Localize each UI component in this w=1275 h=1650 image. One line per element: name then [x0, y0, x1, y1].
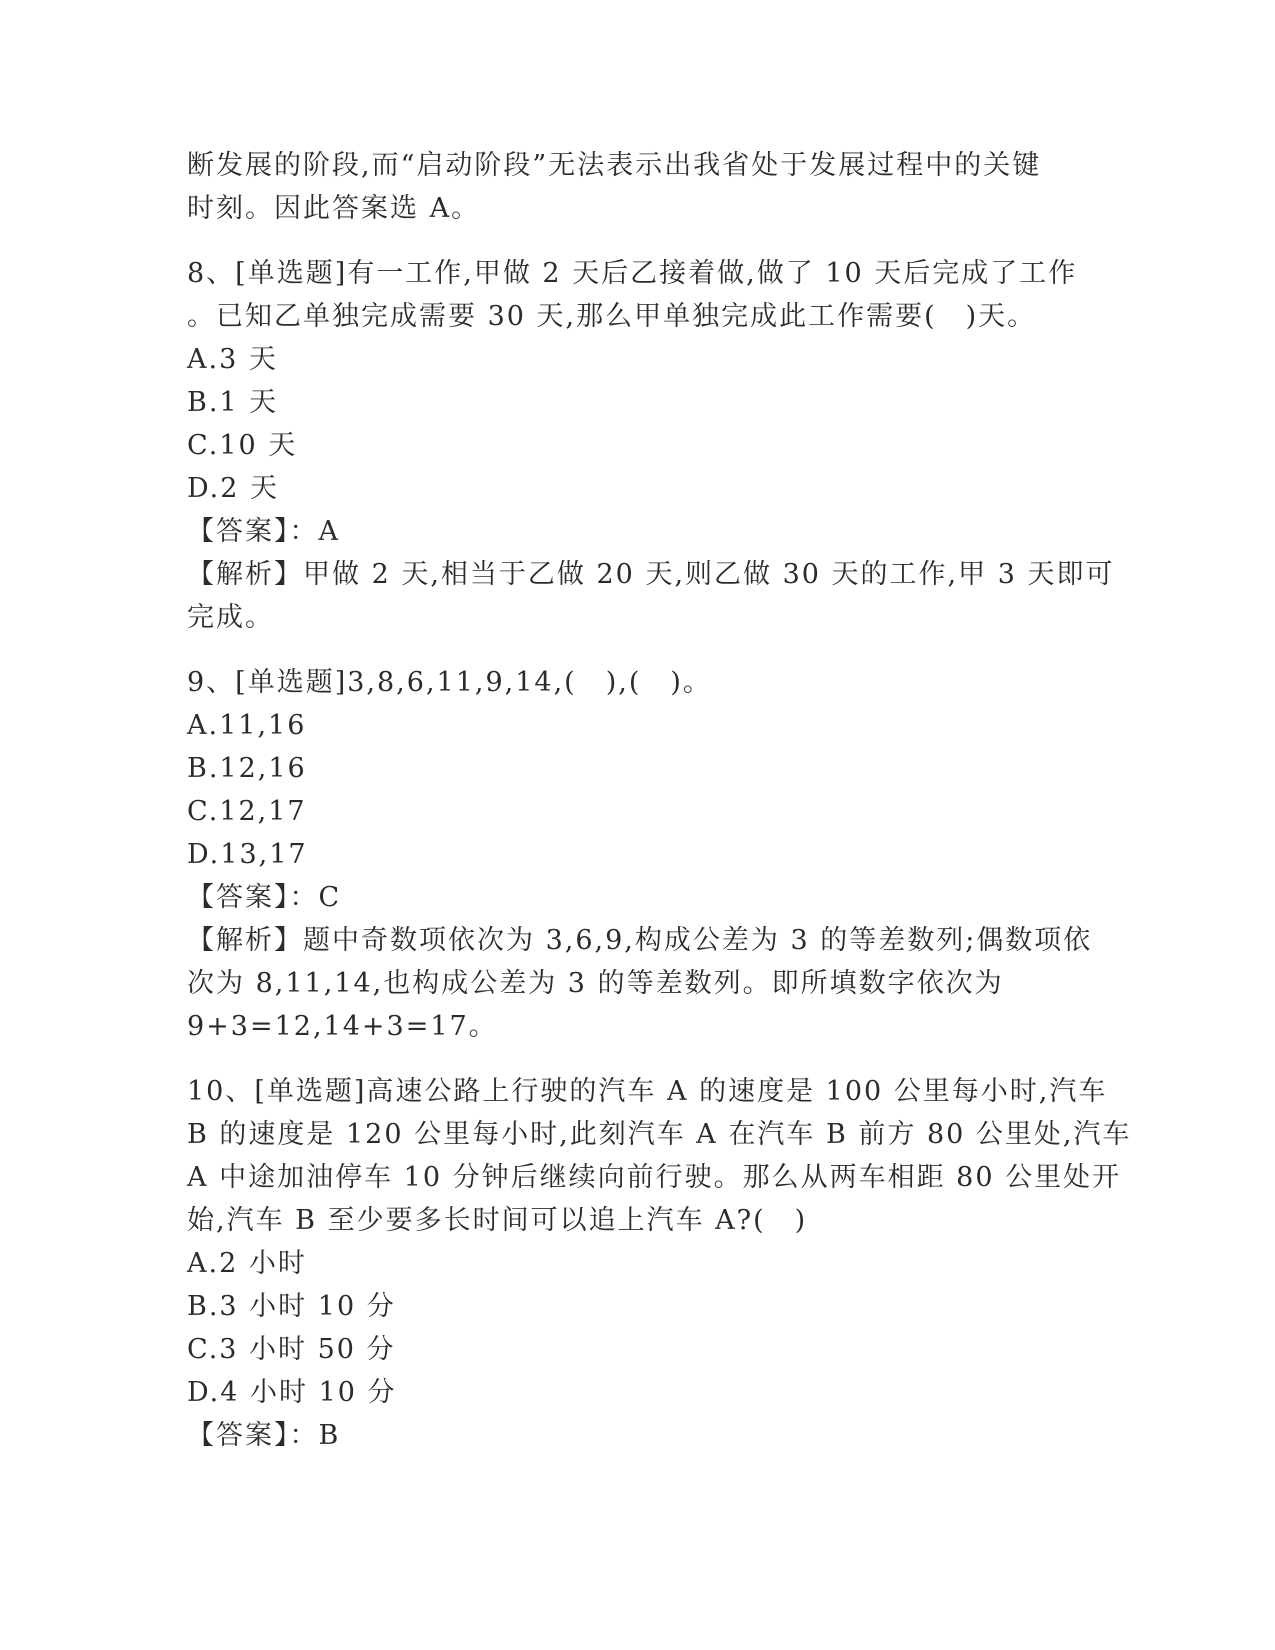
question-stem: 始,汽车 B 至少要多长时间可以追上汽车 A?( ): [187, 1205, 808, 1236]
question-stem: 10、[单选题]高速公路上行驶的汽车 A 的速度是 100 公里每小时,汽车: [187, 1076, 1108, 1107]
analysis-line: 次为 8,11,14,也构成公差为 3 的等差数列。即所填数字依次为: [187, 968, 1004, 999]
intro-paragraph: [187, 144, 1087, 230]
answer-line: 【答案】：C: [187, 882, 342, 913]
answer-line: 【答案】：A: [187, 516, 340, 547]
spacer: [187, 1048, 1087, 1070]
question-stem: B 的速度是 120 公里每小时,此刻汽车 A 在汽车 B 前方 80 公里处,汽车: [187, 1119, 1132, 1150]
analysis-line: 9+3=12,14+3=17。: [187, 1011, 498, 1042]
question-stem: 。已知乙单独完成需要 30 天,那么甲单独完成此工作需要( )天。: [187, 301, 1037, 332]
option-b: B.12,16: [187, 753, 307, 784]
question-stem: 9、[单选题]3,8,6,11,9,14,( ),( )。: [187, 667, 712, 698]
spacer: [187, 639, 1087, 661]
question-8: [187, 252, 1115, 639]
document-page: [187, 144, 1132, 1457]
option-b: B.3 小时 10 分: [187, 1291, 396, 1322]
option-d: D.2 天: [187, 473, 280, 504]
option-a: A.2 小时: [187, 1248, 307, 1279]
option-d: D.13,17: [187, 839, 308, 870]
option-c: C.3 小时 50 分: [187, 1334, 396, 1365]
option-c: C.10 天: [187, 430, 298, 461]
question-stem: 8、[单选题]有一工作,甲做 2 天后乙接着做,做了 10 天后完成了工作: [187, 258, 1078, 289]
analysis-line: 完成。: [187, 602, 274, 633]
question-10: [187, 1070, 1132, 1457]
analysis-line: 【解析】题中奇数项依次为 3,6,9,构成公差为 3 的等差数列;偶数项依: [187, 925, 1093, 956]
option-a: A.3 天: [187, 344, 278, 375]
text-line: 断发展的阶段,而“启动阶段”无法表示出我省处于发展过程中的关键: [187, 150, 1042, 181]
option-c: C.12,17: [187, 796, 307, 827]
option-b: B.1 天: [187, 387, 279, 418]
analysis-line: 【解析】甲做 2 天,相当于乙做 20 天,则乙做 30 天的工作,甲 3 天即可: [187, 559, 1115, 590]
question-stem: A 中途加油停车 10 分钟后继续向前行驶。那么从两车相距 80 公里处开: [187, 1162, 1122, 1193]
option-d: D.4 小时 10 分: [187, 1377, 397, 1408]
option-a: A.11,16: [187, 710, 307, 741]
answer-line: 【答案】：B: [187, 1420, 341, 1451]
text-line: 时刻。因此答案选 A。: [187, 193, 481, 224]
question-9: [187, 661, 1093, 1048]
spacer: [187, 230, 1087, 252]
